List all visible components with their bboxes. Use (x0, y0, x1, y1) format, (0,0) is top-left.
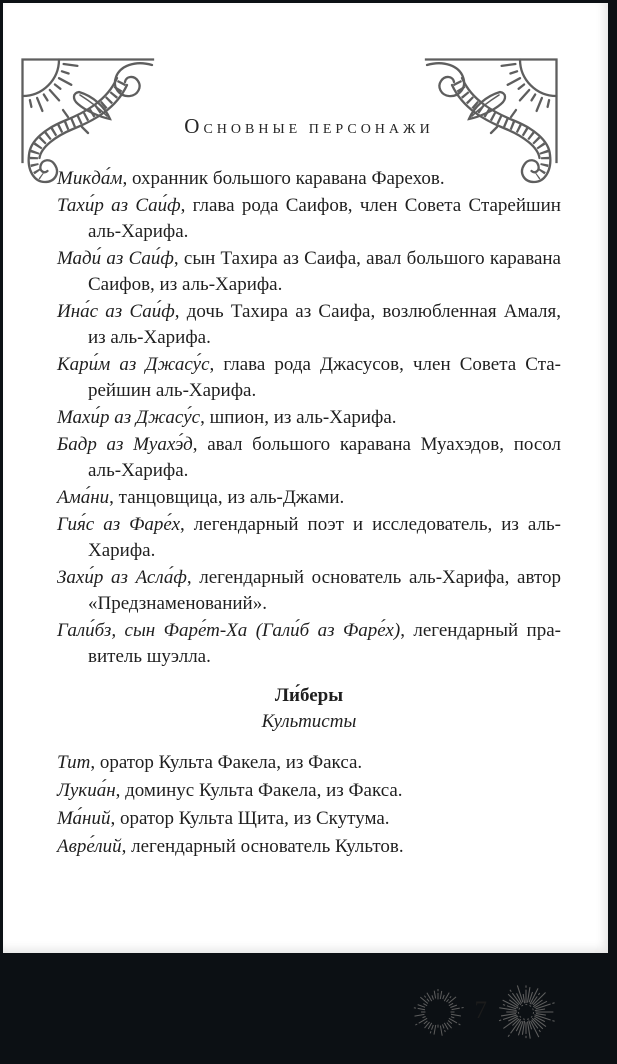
character-entry (57, 166, 561, 192)
book-page (3, 3, 608, 953)
character-entry (57, 432, 561, 484)
character-entry (57, 777, 561, 804)
character-name: Кари́м аз Джасу́с (57, 354, 210, 375)
section-title: Ли́беры (57, 683, 561, 709)
character-description: , легендарный основатель Культов. (122, 836, 404, 857)
page-content (3, 114, 608, 1064)
page-footer (412, 984, 555, 1040)
chapter-title: ОСНОВНЫЕ ПЕРСОНАЖИ (57, 114, 561, 139)
character-description: , шпион, из аль-Харифа. (200, 407, 396, 428)
character-name: Захи́р аз Асла́ф (57, 567, 187, 588)
character-entry (57, 512, 561, 564)
character-entry (57, 352, 561, 404)
character-entry (57, 299, 561, 351)
character-description: , глава рода Джасусов, член Совета Старейшин аль-Харифа. (88, 354, 561, 401)
character-name: Микда́м (57, 168, 122, 189)
character-description: , доминус Культа Факела, из Факса. (116, 780, 403, 801)
character-name: Тахи́р аз Саи́ф (57, 195, 181, 216)
sunburst-icon (498, 984, 554, 1040)
character-description: , авал большого каравана Муахэдов, посол аль-Харифа. (88, 434, 561, 481)
character-entry (57, 805, 561, 832)
character-description: , легендарный основатель аль-Харифа, автор «Предзнаменований». (88, 567, 561, 614)
character-description: , глава рода Саифов, член Совета Старейшин аль-Харифа. (88, 195, 561, 242)
character-description: , оратор Культа Щита, из Скутума. (110, 808, 389, 829)
character-name: Гали́бз, сын Фаре́т-Ха (Гали́б аз Фаре́х) (57, 620, 400, 641)
character-list (57, 166, 561, 670)
character-name: Лукиа́н (57, 780, 116, 801)
character-name: Ина́с аз Саи́ф (57, 301, 175, 322)
character-entry (57, 833, 561, 860)
character-name: Авре́лий (57, 836, 122, 857)
character-name: Махи́р аз Джасу́с (57, 407, 200, 428)
character-description: , оратор Культа Факела, из Факса. (90, 752, 362, 773)
character-description: , легендарный поэт и исследователь, из аль-Харифа. (88, 514, 561, 561)
character-entry (57, 565, 561, 617)
character-description: , охранник большого каравана Фарехов. (122, 168, 444, 189)
character-entry (57, 405, 561, 431)
character-description: , дочь Тахира аз Саифа, возлюбленная Амаля, из аль-Харифа. (88, 301, 561, 348)
character-description: , легендарный правитель шуэлла. (88, 620, 561, 667)
character-description: , танцовщица, из аль-Джами. (109, 487, 344, 508)
section-subtitle: Культисты (57, 709, 561, 735)
page-number: 7 (475, 998, 488, 1027)
cultist-list (57, 749, 561, 860)
sunburst-icon (412, 986, 464, 1038)
character-name: Тит (57, 752, 90, 773)
character-entry (57, 246, 561, 298)
character-name: Ма́ний (57, 808, 110, 829)
character-entry (57, 193, 561, 245)
character-name: Мади́ аз Саи́ф (57, 248, 174, 269)
character-entry (57, 485, 561, 511)
character-entry (57, 618, 561, 670)
character-name: Бадр аз Муахэ́д (57, 434, 193, 455)
character-name: Гия́с аз Фаре́х (57, 514, 180, 535)
character-description: , сын Тахира аз Саифа, авал большого каравана Саифов, из аль-Харифа. (88, 248, 561, 295)
character-name: Ама́ни (57, 487, 109, 508)
character-entry (57, 749, 561, 776)
